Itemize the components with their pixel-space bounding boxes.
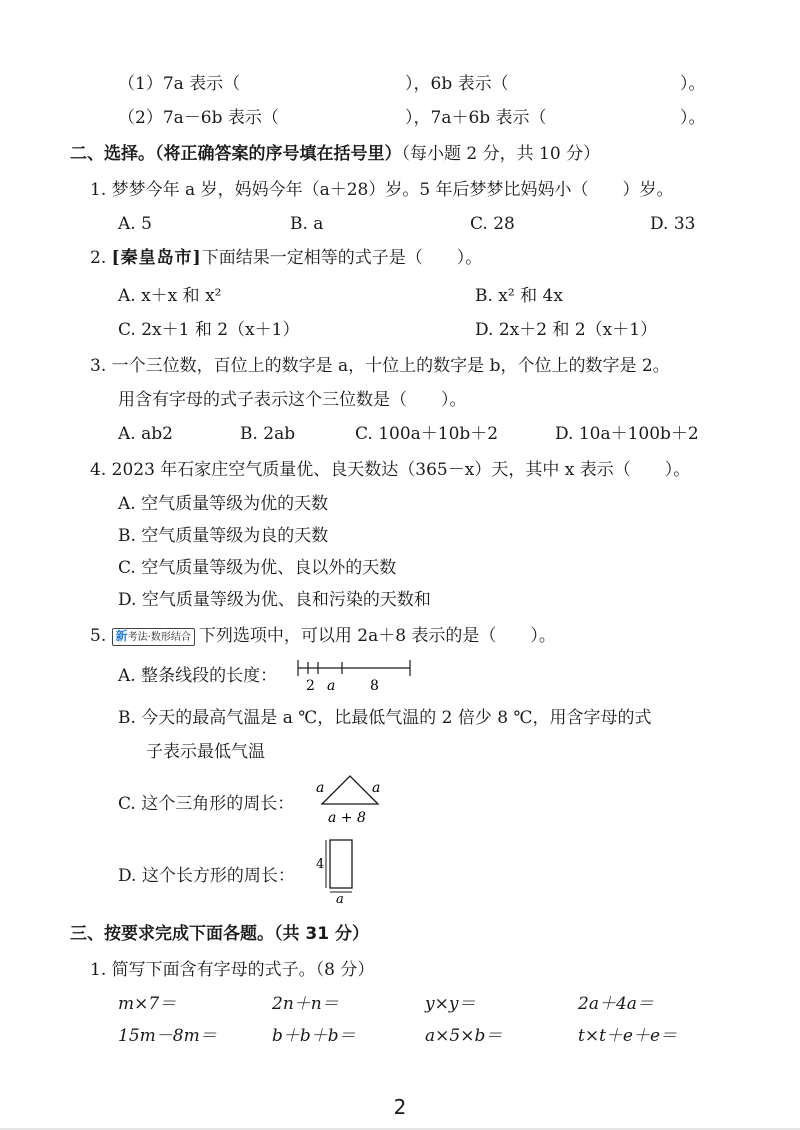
expr-r2-c1: 15m－8m＝ (118, 1026, 217, 1046)
segment-diagram (292, 656, 422, 694)
question-2-text (90, 246, 482, 270)
fill-line-2-left: （2）7a－6b 表示（ (118, 108, 279, 128)
q1-option-d: D. 33 (650, 214, 696, 234)
q3-option-d: D. 10a＋100b＋2 (555, 424, 699, 444)
fill-line-1-left: （1）7a 表示（ (118, 74, 241, 94)
section-3-question-1: 1. 简写下面含有字母的式子。（8 分） (90, 960, 375, 980)
q1-option-b: B. a (290, 214, 324, 234)
section-2-title: 二、选择。（将正确答案的序号填在括号里） (70, 144, 402, 164)
question-1-text: 1. 梦梦今年 a 岁，妈妈今年（a＋28）岁。5 年后梦梦比妈妈小（ ）岁。 (90, 180, 674, 200)
fill-line-1-end: ）。 (680, 74, 706, 94)
q5-option-c: C. 这个三角形的周长： (118, 794, 295, 814)
q5-number: 5. (90, 626, 107, 646)
expr-r1-c2: 2n＋n＝ (272, 994, 339, 1014)
q3-option-b: B. 2ab (240, 424, 296, 444)
q2-stem: 下面结果一定相等的式子是（ ）。 (201, 248, 483, 268)
triangle-diagram (308, 772, 388, 828)
fill-line-2-end: ）。 (680, 108, 706, 128)
segment-label-a: a (327, 678, 336, 694)
q4-option-c: C. 空气质量等级为优、良以外的天数 (118, 558, 397, 578)
segment-label-8: 8 (370, 678, 379, 694)
q5-option-a: A. 整条线段的长度： (118, 666, 278, 686)
triangle-base-label: a + 8 (328, 810, 366, 826)
q3-option-c: C. 100a＋10b＋2 (355, 424, 499, 444)
q2-option-b: B. x² 和 4x (475, 286, 563, 306)
q4-option-b: B. 空气质量等级为良的天数 (118, 526, 329, 546)
expr-r2-c4: t×t＋e＋e＝ (578, 1026, 678, 1046)
section-2-heading (70, 142, 600, 166)
question-5-text (90, 624, 556, 648)
expr-r2-c3: a×5×b＝ (425, 1026, 503, 1046)
fill-line-1 (118, 72, 240, 96)
section-3-title: 三、按要求完成下面各题。（共 31 分） (70, 924, 369, 944)
question-4-text: 4. 2023 年石家庄空气质量优、良天数达（365－x）天，其中 x 表示（ ）。 (90, 460, 691, 480)
section-2-note: （每小题 2 分，共 10 分） (401, 144, 601, 164)
expr-r1-c3: y×y＝ (425, 994, 476, 1014)
q2-city-tag: [秦皇岛市] (111, 248, 202, 268)
rectangle-height-label: 4 (316, 857, 325, 872)
q5-option-b-line-1: B. 今天的最高气温是 a ℃，比最低气温的 2 倍少 8 ℃，用含字母的式 (118, 708, 652, 728)
q5-tag-text: 考法·数形结合 (127, 631, 191, 643)
question-3-line-1: 3. 一个三位数，百位上的数字是 a，十位上的数字是 b，个位上的数字是 2。 (90, 356, 670, 376)
question-3-line-2: 用含有字母的式子表示这个三位数是（ ）。 (118, 390, 467, 410)
segment-label-2: 2 (306, 678, 315, 694)
q1-option-a: A. 5 (118, 214, 152, 234)
q4-option-d: D. 空气质量等级为优、良和污染的天数和 (118, 590, 431, 610)
q5-stem: 下列选项中，可以用 2a＋8 表示的是（ ）。 (198, 626, 556, 646)
expr-r2-c2: b＋b＋b＝ (272, 1026, 356, 1046)
q5-option-b-line-2: 子表示最低气温 (146, 742, 265, 762)
rectangle-width-label: a (336, 892, 344, 904)
q2-number: 2. (90, 248, 107, 268)
rectangle-diagram (314, 836, 364, 904)
q1-option-c: C. 28 (470, 214, 515, 234)
triangle-right-side-label: a (372, 780, 381, 796)
fill-line-2-mid: ），7a＋6b 表示（ (405, 108, 547, 128)
q5-new-method-tag (112, 628, 195, 646)
q5-option-d: D. 这个长方形的周长： (118, 866, 295, 886)
q2-option-c: C. 2x＋1 和 2（x＋1） (118, 320, 300, 340)
q2-option-d: D. 2x＋2 和 2（x＋1） (475, 320, 658, 340)
new-badge: 新 (115, 628, 128, 643)
page-number: 2 (393, 1095, 407, 1119)
fill-line-1-mid: ），6b 表示（ (405, 74, 509, 94)
expr-r1-c4: 2a＋4a＝ (578, 994, 654, 1014)
q4-option-a: A. 空气质量等级为优的天数 (118, 494, 329, 514)
q3-option-a: A. ab2 (118, 424, 173, 444)
expr-r1-c1: m×7＝ (118, 994, 177, 1014)
triangle-left-side-label: a (316, 780, 325, 796)
q2-option-a: A. x＋x 和 x² (118, 286, 222, 306)
